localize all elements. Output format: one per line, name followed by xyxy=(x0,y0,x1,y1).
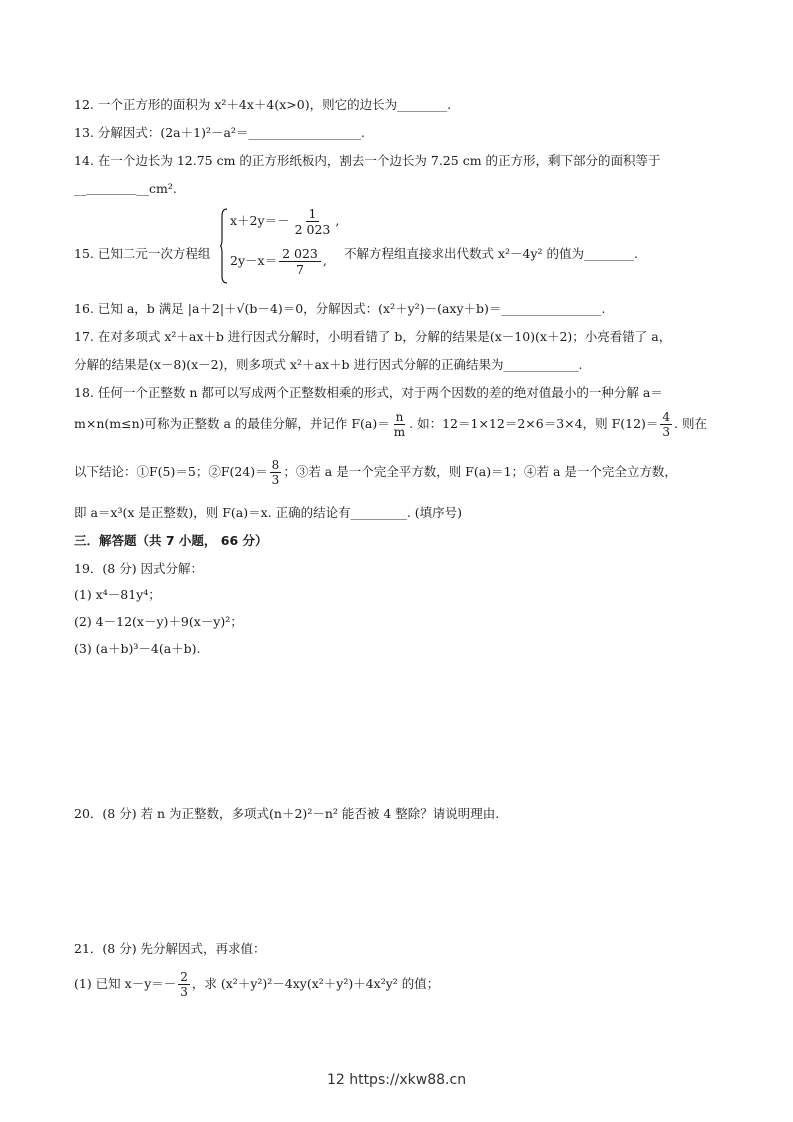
page-footer: 12 https://xkw88.cn xyxy=(326,1072,467,1088)
q18-text: ；③若 a 是一个完全平方数，则 F(a)＝1；④若 a 是一个完全立方数， xyxy=(283,464,677,479)
equation-2-end: , xyxy=(322,253,327,268)
equation-2-left: 2y－x＝ xyxy=(230,253,278,268)
fraction-4-over-3 xyxy=(660,410,672,439)
question-20: 20．(8 分) 若 n 为正整数，多项式(n＋2)²－n² 能否被 4 整除？请说明理由. xyxy=(74,806,500,821)
question-14-line2: __＿＿＿＿__cm². xyxy=(74,181,177,196)
question-19-part3: (3) (a＋b)³－4(a＋b). xyxy=(74,641,201,656)
section-heading: 三．解答题（共 7 小题， 66 分） xyxy=(74,533,268,548)
question-17-line2: 分解的结果是(x－8)(x－2)，则多项式 x²＋ax＋b 进行因式分解的正确结果为____________. xyxy=(74,357,583,372)
equation-2-fraction xyxy=(279,246,321,277)
q18-text: 以下结论：①F(5)＝5；②F(24)＝ xyxy=(74,464,268,479)
question-15-tail: 不解方程组直接求出代数式 x²－4y² 的值为________. xyxy=(344,246,639,261)
equation-system xyxy=(230,206,339,286)
fraction-2-over-3 xyxy=(178,970,190,999)
fraction-denominator: 3 xyxy=(180,985,188,999)
equation-brace xyxy=(220,208,228,284)
q21-text: (1) 已知 x－y＝－ xyxy=(74,976,177,991)
fraction-numerator: 4 xyxy=(662,410,671,424)
question-12: 12. 一个正方形的面积为 x²＋4x＋4(x>0)，则它的边长为________. xyxy=(74,97,452,112)
fraction-numerator: 1 xyxy=(306,206,320,222)
question-19-part1: (1) x⁴－81y⁴； xyxy=(74,587,161,602)
q18-text: . 如：12＝1×12＝2×6＝3×4，则 F(12)＝ xyxy=(409,416,659,431)
fraction-numerator: 8 xyxy=(271,458,280,472)
question-16: 16. 已知 a，b 满足 |a＋2|＋√(b－4)＝0，分解因式：(x²＋y²)－(axy＋b)＝________________. xyxy=(74,301,606,316)
question-18-line2 xyxy=(74,410,707,439)
equation-2 xyxy=(230,246,339,286)
question-17-line1: 17. 在对多项式 x²＋ax＋b 进行因式分解时，小明看错了 b，分解的结果是(x－10)(x＋2)；小亮看错了 a， xyxy=(74,329,672,344)
fraction-denominator: m xyxy=(393,425,406,439)
fraction-denominator: 3 xyxy=(662,425,671,439)
equation-1-end: , xyxy=(335,213,340,228)
question-18-line1: 18. 任何一个正整数 n 都可以写成两个正整数相乘的形式，对于两个因数的差的绝对值最小的一种分解 a＝ xyxy=(74,385,663,400)
q21-text: ，求 (x²＋y²)²－4xy(x²＋y²)＋4x²y² 的值； xyxy=(191,976,440,991)
fraction-numerator: 2 023 xyxy=(279,246,321,262)
fraction-8-over-3 xyxy=(270,458,282,487)
fraction-n-over-m xyxy=(392,410,407,439)
question-21-part1 xyxy=(74,970,439,999)
question-19-part2: (2) 4－12(x－y)＋9(x－y)²； xyxy=(74,614,243,629)
question-15-stem: 15. 已知二元一次方程组 xyxy=(74,246,211,261)
fraction-denominator: 3 xyxy=(271,473,280,487)
question-15 xyxy=(74,206,734,290)
fraction-denominator: 2 023 xyxy=(294,222,331,237)
question-19: 19．(8 分) 因式分解： xyxy=(74,561,204,576)
fraction-numerator: n xyxy=(395,410,404,424)
equation-1 xyxy=(230,206,339,246)
fraction-denominator: 7 xyxy=(296,262,304,277)
q18-text: . 则在 xyxy=(674,416,707,431)
fraction-numerator: 2 xyxy=(180,970,188,984)
question-13: 13. 分解因式：(2a＋1)²－a²＝__________________. xyxy=(74,125,365,140)
question-21: 21．(8 分) 先分解因式，再求值： xyxy=(74,941,266,956)
question-18-line3 xyxy=(74,458,677,487)
equation-1-left: x＋2y＝－ xyxy=(230,213,290,228)
question-18-line4: 即 a＝x³(x 是正整数)，则 F(a)＝x. 正确的结论有_________. (填序号) xyxy=(74,505,463,520)
equation-1-fraction xyxy=(292,206,334,237)
q18-text: m×n(m≤n)可称为正整数 a 的最佳分解，并记作 F(a)＝ xyxy=(74,416,390,431)
question-14-line1: 14. 在一个边长为 12.75 cm 的正方形纸板内，割去一个边长为 7.25 cm 的正方形，剩下部分的面积等于 xyxy=(74,153,661,168)
